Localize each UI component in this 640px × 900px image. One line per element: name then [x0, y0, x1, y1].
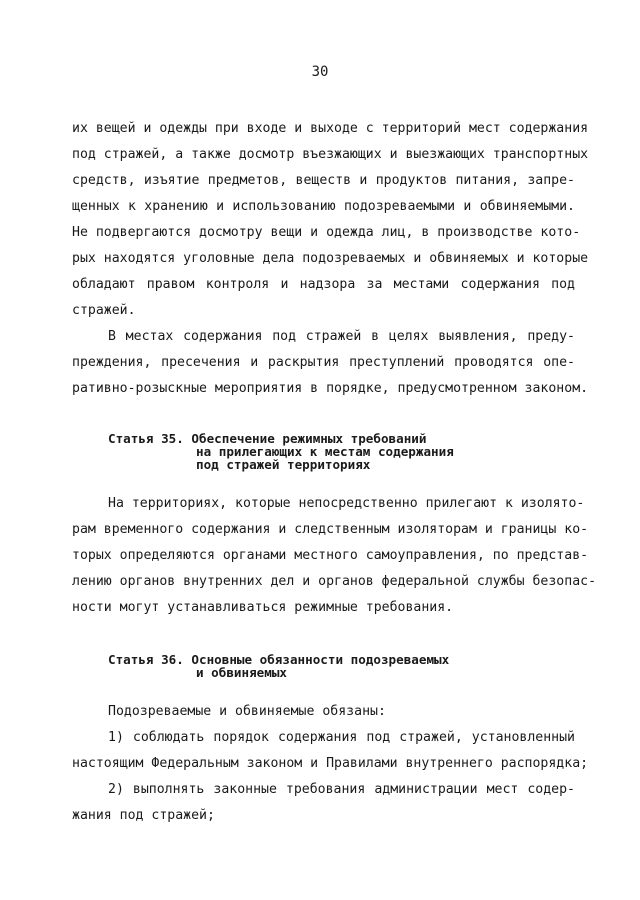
text-line: настоящим Федеральным законом и Правилами внутреннего распорядка;	[72, 756, 589, 771]
text-line: стражей.	[72, 303, 136, 318]
text-line: В местах содержания под стражей в целях выявления, преду-	[108, 329, 575, 344]
text-line: щенных к хранению и использованию подозреваемыми и обвиняемыми.	[72, 199, 575, 214]
text-line: ративно-розыскные мероприятия в порядке, предусмотренном законом.	[72, 381, 589, 396]
text-line: под стражей, а также досмотр въезжающих и выезжающих транспортных	[72, 147, 589, 162]
text-line: На территориях, которые непосредственно прилегают к изолято-	[108, 496, 585, 511]
article-heading-line: под стражей территориях	[196, 457, 371, 472]
text-line: рам временного содержания и следственным изоляторам и границы ко-	[72, 522, 589, 537]
article-heading-line: Статья 36. Основные обязанности подозреваемых	[108, 652, 450, 667]
text-line: 1) соблюдать порядок содержания под стражей, установленный	[108, 730, 575, 745]
text-line: торых определяются органами местного самоуправления, по представ-	[72, 548, 589, 563]
text-line: Не подвергаются досмотру вещи и одежда лиц, в производстве кото-	[72, 225, 581, 240]
article-heading-line: Статья 35. Обеспечение режимных требований	[108, 431, 427, 446]
article-heading-line: на прилегающих к местам содержания	[196, 444, 454, 459]
text-line: жания под стражей;	[72, 808, 215, 823]
text-line: средств, изъятие предметов, веществ и продуктов питания, запре-	[72, 173, 575, 188]
text-line: их вещей и одежды при входе и выходе с территорий мест содержания	[72, 121, 589, 136]
text-line: ности могут устанавливаться режимные требования.	[72, 600, 454, 615]
article-heading-line: и обвиняемых	[196, 665, 287, 680]
text-line: преждения, пресечения и раскрытия преступлений проводятся опе-	[72, 355, 575, 370]
text-line: Подозреваемые и обвиняемые обязаны:	[108, 704, 386, 719]
text-line: лению органов внутренних дел и органов федеральной службы безопас-	[72, 574, 597, 589]
text-line: обладают правом контроля и надзора за местами содержания под	[72, 277, 575, 292]
page-number: 30	[311, 64, 329, 80]
text-line: рых находятся уголовные дела подозреваемых и обвиняемых и которые	[72, 251, 589, 266]
text-line: 2) выполнять законные требования администрации мест содер-	[108, 782, 575, 797]
